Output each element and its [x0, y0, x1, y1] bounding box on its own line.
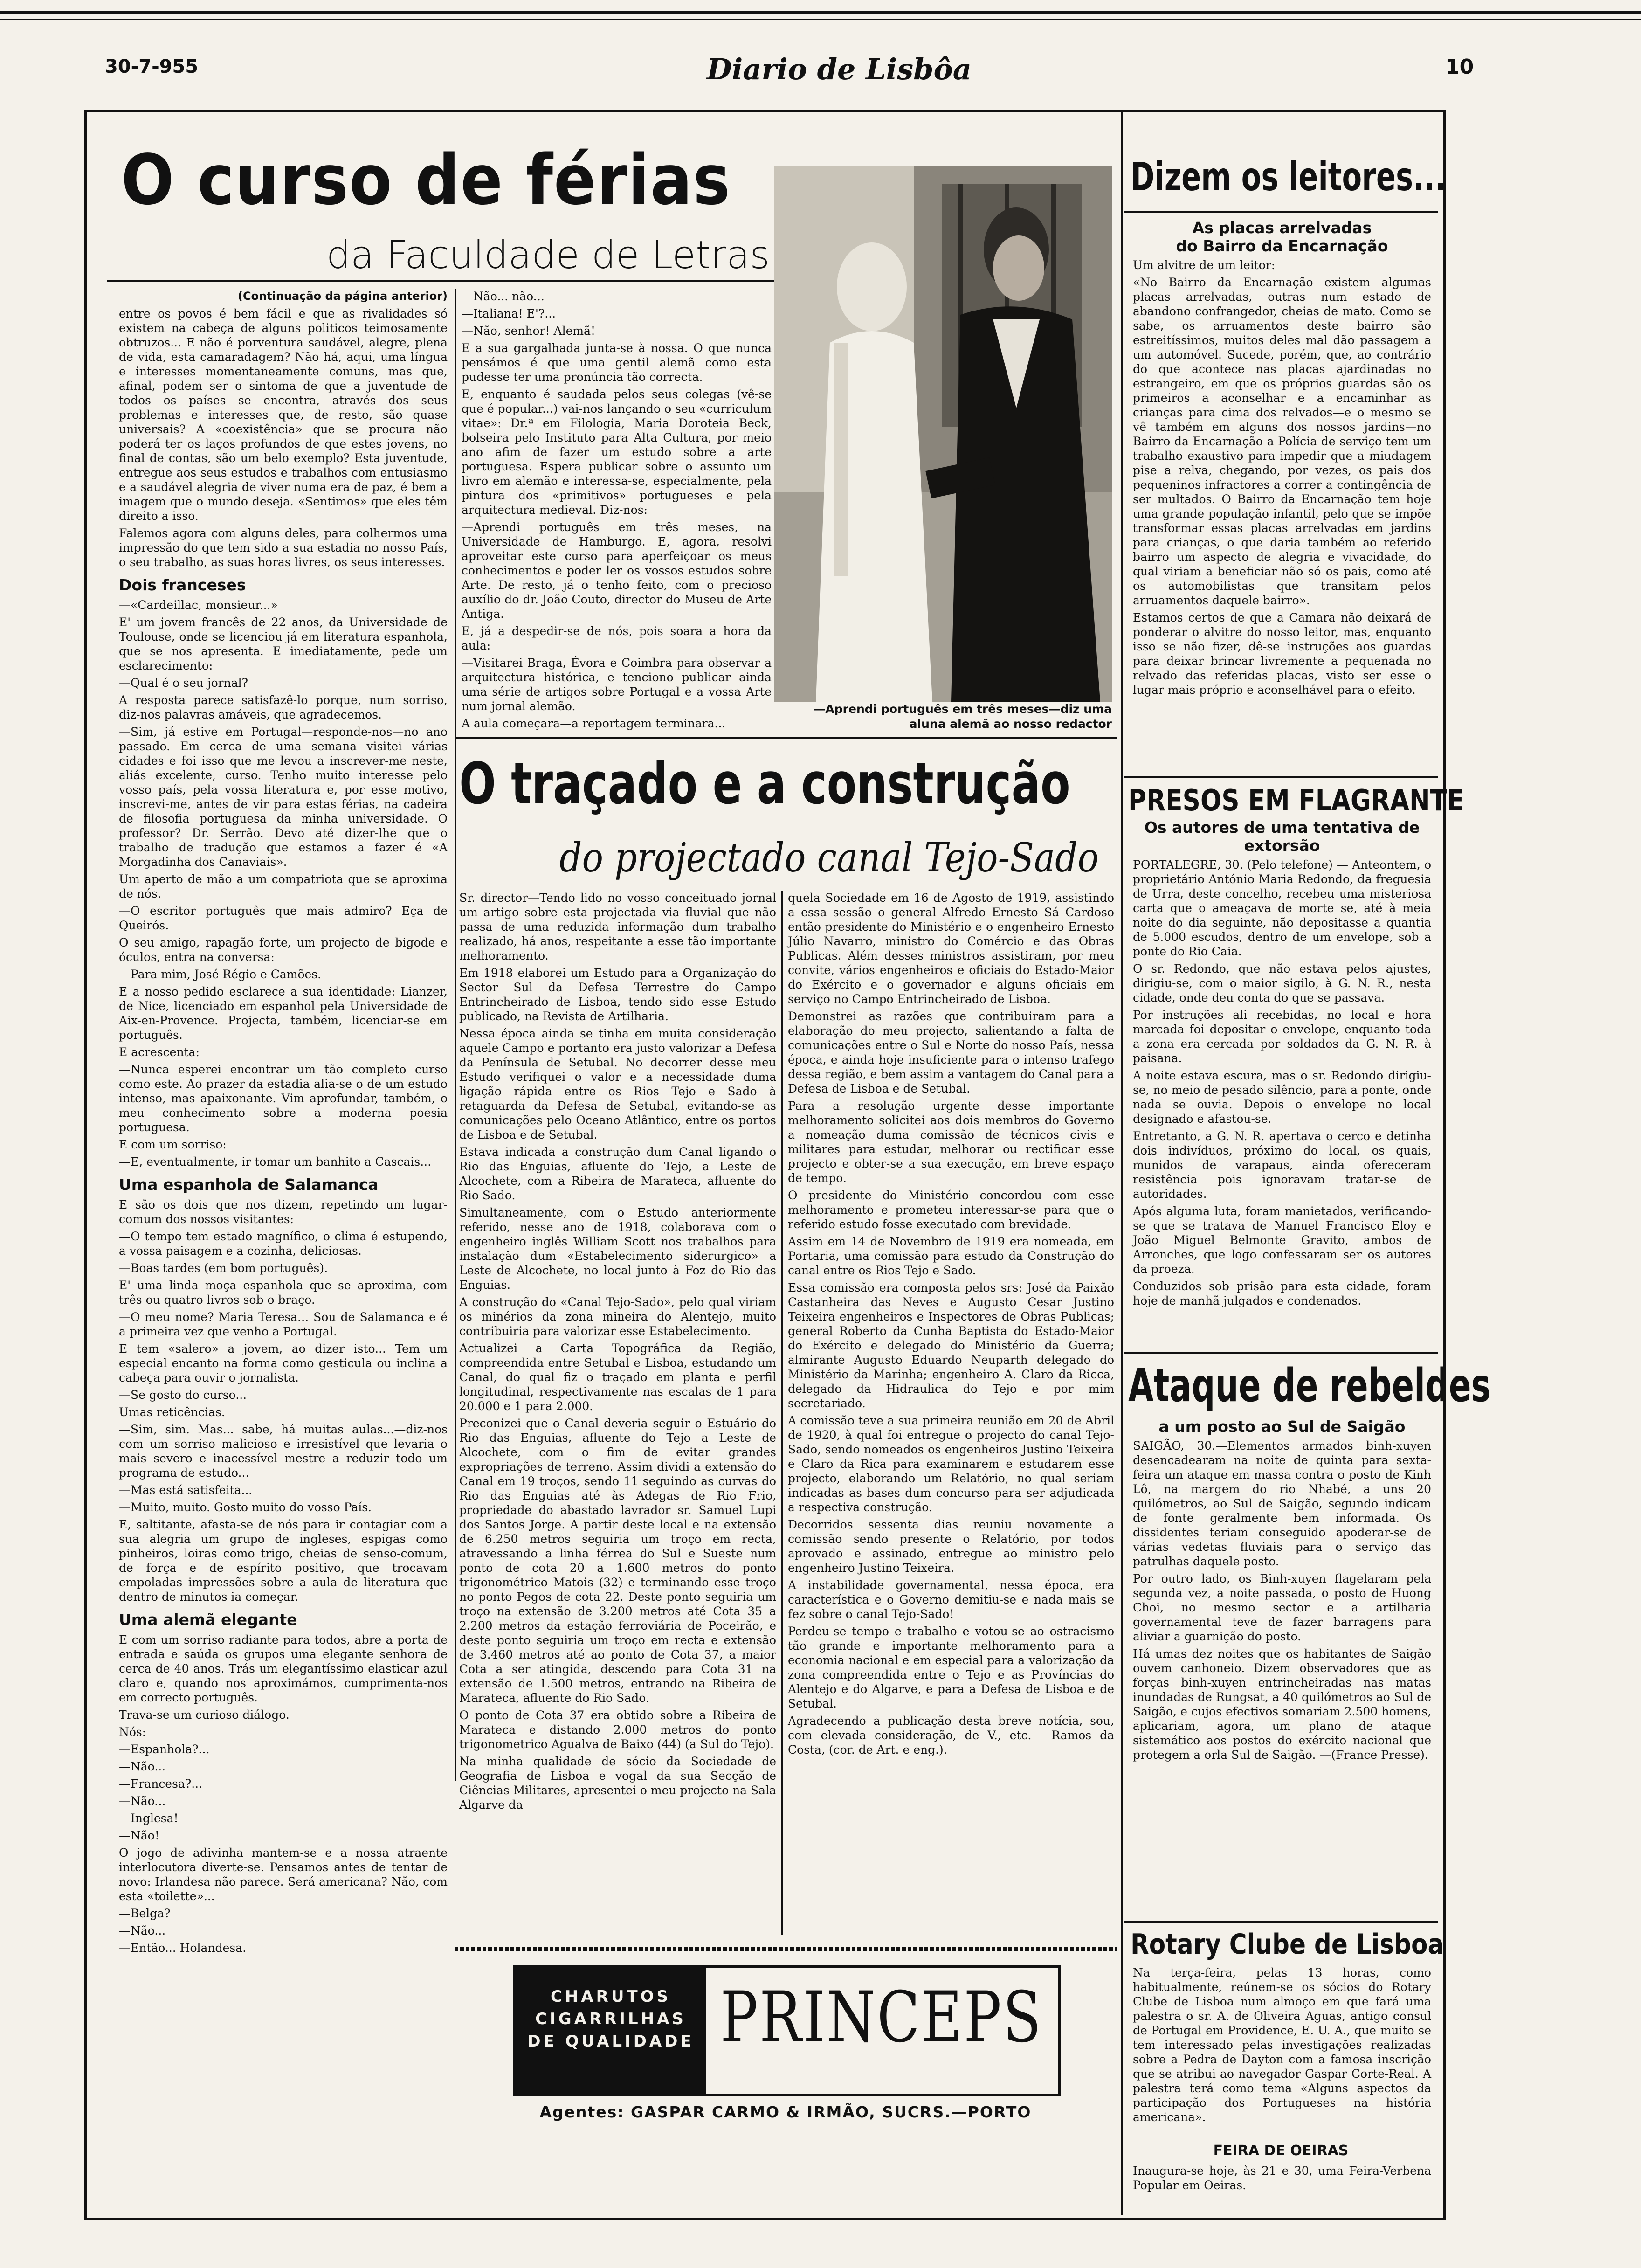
letter-paragraph: A construção do «Canal Tejo-Sado», pelo qual viriam os minérios da zona mineira do Alentejo, muito contribuiria para valorizar esse Estabelecimento. [459, 1295, 776, 1338]
article-paragraph: —Belga? [119, 1907, 171, 1920]
article-paragraph: —Inglesa! [119, 1812, 179, 1825]
article-paragraph: —Não! [119, 1829, 159, 1842]
rotary-title: Rotary Clube de Lisboa [1131, 1928, 1444, 1961]
article-paragraph: E a nosso pedido esclarece a sua identidade: Lianzer, de Nice, licenciado em espanhol pela Universidade de Aix-en-Provence. Projecta, também, licenciar-se em português. [119, 985, 448, 1042]
article-paragraph: E' um jovem francês de 22 anos, da Universidade de Toulouse, onde se licenciou já em literatura espanhola, que se nos apresenta. E imediatamente, pede um esclarecimento: [119, 615, 448, 672]
curso-column-1 [119, 289, 448, 1955]
rotary-top-rule [1124, 1921, 1438, 1923]
rotary-column [1133, 1965, 1431, 2143]
article-paragraph: —E, eventualmente, ir tomar um banhito a Cascais... [119, 1155, 432, 1169]
article-paragraph: —Não... [119, 1794, 166, 1808]
rebeldes-column [1133, 1418, 1431, 1907]
letter-paragraph: Preconizei que o Canal deveria seguir o Estuário do Rio das Enguias, afluente do Tejo a Leste de Alcochete, com o fim de evitar grandes expropriações de terreno. Assim dividi a extensão do Canal em 19 troços, sendo 11 seguindo as curvas do Rio das Enguias até às Adegas de Rio Frio, propriedade do abastado lavrador sr. Samuel Lupi dos Santos Jorge. A partir deste local e na extensão de 6.250 metros seguiria um troço em recta, atravessando a linha férrea do Sul e Sueste num ponto de cota 20 a 1.600 metros do ponto trigonométrico Matois (32) e terminando esse troço no ponto Pegos de cota 22. Deste ponto seguiria um troço na extensão de 3.200 metros até Cota 35 a 2.200 metros da estação ferroviária de Poceirão, e deste ponto seguiria um troço em recta e extensão de 3.460 metros até ao ponto de Cota 37, a maior Cota a ser atingida, descendo para Cota 31 na extensão de 1.500 metros, entrando na Ribeira de Marateca, afluente do Rio Sado. [459, 1417, 776, 1705]
franceses-text [119, 598, 448, 1169]
article-paragraph: —Não... [119, 1760, 166, 1773]
letter-paragraph: Em 1918 elaborei um Estudo para a Organização do Sector Sul da Defesa Terrestre do Campo Entrincheirado de Lisboa, tendo sido esse Estudo publicado, na Revista de Artilharia. [459, 966, 776, 1023]
article-paragraph: —O meu nome? Maria Teresa... Sou de Salamanca e é a primeira vez que venho a Portugal. [119, 1310, 448, 1338]
article-paragraph: —Aprendi português em três meses, na Universidade de Hamburgo. E, agora, resolvi aproveitar este curso para aperfeiçoar os meus conhecimentos e poder ler os vossos estudos sobre Arte. De resto, já o tenho feito, com o precioso auxílio do dr. João Couto, director do Museu de Arte Antiga. [462, 520, 772, 621]
masthead-page-number: 10 [1445, 55, 1474, 79]
article-paragraph: entre os povos é bem fácil e que as rivalidades só existem na cabeça de alguns politicos teimosamente obtruzos... E não é porventura saudável, alegre, plena de vida, esta camaradagem? Não há, aqui, uma língua e interesses momentaneamente comuns, mas que, afinal, podem ser o sintoma de que a juventude de todos os países se encontra, através dos seus problemas e interesses que, de resto, são quase universais? A «coexistência» que se procura não poderá ter os laços profundos de que estes jovens, no final de contas, são um belo exemplo? Esta juventude, entregue aos seus estudos e trabalhos com entusiasmo e a saudável alegria de viver numa era de paz, é bem a imagem que o mundo deseja. «Sentimos» que eles têm direito a isso. [119, 307, 448, 523]
article-paragraph: E são os dois que nos dizem, repetindo um lugar-comum dos nossos visitantes: [119, 1198, 448, 1226]
ad-brand: PRINCEPS [720, 1977, 1043, 2058]
canal-column-b [788, 891, 1114, 1940]
letter-paragraph: Perdeu-se tempo e trabalho e votou-se ao ostracismo tão grande e importante melhoramento para a economia nacional e em especial para a valorização da zona compreendida entre o Tejo e as Províncias do Alentejo e do Algarve, e para a Defesa de Lisboa e de Setubal. [788, 1625, 1114, 1710]
letter-paragraph: Actualizei a Carta Topográfica da Região, compreendida entre Setubal e Lisboa, estudando um Canal, do qual fiz o traçado em planta e perfil longitudinal, respectivamente nas escalas de 1 para 20.000 e 1 para 2.000. [459, 1341, 776, 1413]
curso-title: O curso de férias [121, 140, 731, 220]
article-paragraph: A aula começara—a reportagem terminara... [462, 717, 726, 730]
curso-subtitle: da Faculdade de Letras [326, 233, 770, 277]
curso-intro-text [119, 306, 448, 569]
news-paragraph: Por outro lado, os Binh-xuyen flagelaram pela segunda vez, a noite passada, o posto de Huong Choi, no mesmo sector e a artilharia governamental teve de fazer barragens para aliviar a guarnição do posto. [1133, 1572, 1431, 1643]
masthead-title: Diario de Lisbôa [707, 52, 972, 86]
letter-paragraph: Sr. director—Tendo lido no vosso conceituado jornal um artigo sobre esta projectada via fluvial que não passa de uma reduzida informação dum trabalho realizado, há anos, respeitante a esse tão importante melhoramento. [459, 891, 776, 962]
reader-paragraph: Estamos certos de que a Camara não deixará de ponderar o alvitre do nosso leitor, mas, enquanto isso se não fizer, dê-se instruções aos guardas para deixar brincar livremente a pequenada no relvado das referidas placas, visto ser esse o lugar mais próprio e aconselhável para o efeito. [1133, 611, 1431, 697]
news-paragraph: Na terça-feira, pelas 13 horas, como habitualmente, reúnem-se os sócios do Rotary Clube de Lisboa num almoço em que fará uma palestra o sr. A. de Oliveira Aguas, antigo consul de Portugal em Providence, E. U. A., que muito se tem interessado pelas investigações realizadas sobre a Pedra de Dayton com a famosa inscrição que se atribui ao navegador Gaspar Corte-Real. A palestra terá como tema «Alguns aspectos da participação dos Portugueses na história americana». [1133, 1966, 1431, 2124]
article-paragraph: E com um sorriso: [119, 1138, 227, 1151]
letter-paragraph: Simultaneamente, com o Estudo anteriormente referido, nesse ano de 1918, colaborava com o engenheiro inglês William Scott nos trabalhos para instalação dum «Estabelecimento siderurgico» a Leste de Alcochete, no local junto à Foz do Rio das Enguias. [459, 1206, 776, 1292]
princeps-ad [513, 1965, 1061, 2096]
letter-paragraph: Essa comissão era composta pelos srs: José da Paixão Castanheira das Neves e Augusto Cesar Justino Teixeira engenheiros e Inspectores de Obras Publicas; general Roberto da Cunha Baptista do Estado-Maior do Exército e delegado do Ministério da Guerra; almirante Augusto Eduardo Neuparth delegado do Ministério da Marinha; engenheiro A. Claro da Ricca, delegado da Hidraulica do Tejo e por mim secretariado. [788, 1281, 1114, 1410]
top-rule-thin [0, 19, 1641, 20]
top-rule [0, 11, 1641, 14]
article-paragraph: —Não... [119, 1924, 166, 1937]
article-paragraph: —Para mim, José Régio e Camões. [119, 968, 322, 981]
heading-alema: Uma alemã elegante [119, 1611, 297, 1629]
article-paragraph: —Francesa?... [119, 1777, 203, 1791]
letter-paragraph: Nessa época ainda se tinha em muita consideração aquele Campo e portanto era justo valorizar a Defesa da Península de Setubal. No decorrer desse meu Estudo verifiquei o valor e a necessidade duma ligação rápida entre os Rios Tejo e Sado à retaguarda da Defesa de Setubal, evitando-se as comunicações pelo Oceano Atlântico, entre os portos de Lisboa e de Setubal. [459, 1027, 776, 1141]
article-paragraph: —Se gosto do curso... [119, 1388, 247, 1402]
article-paragraph: O seu amigo, rapagão forte, um projecto de bigode e óculos, entra na conversa: [119, 936, 448, 964]
letter-paragraph: Para a resolução urgente desse importante melhoramento solicitei aos dois membros do Governo a nomeação duma comissão de técnicos civis e militares para estudar, melhorar ou rectificar esse projecto e obter-se a sua execução, em breve espaço de tempo. [788, 1099, 1114, 1185]
heading-dois-franceses: Dois franceses [119, 576, 246, 594]
news-paragraph: Por instruções ali recebidas, no local e hora marcada foi depositar o envelope, enquanto toda a zona era cercada por soldados da G. N. R. à paisana. [1133, 1008, 1431, 1065]
ad-agents: Agentes: GASPAR CARMO & IRMÃO, SUCRS.—PORTO [539, 2103, 1032, 2121]
reader-paragraph: Um alvitre de um leitor: [1133, 258, 1276, 272]
presos-title: PRESOS EM FLAGRANTE [1128, 783, 1464, 817]
article-paragraph: —Mas está satisfeita... [119, 1483, 253, 1497]
ad-line-charutos: CHARUTOS [550, 1987, 671, 2006]
leitores-head-1: As placas arrelvadas [1192, 219, 1372, 237]
article-paragraph: —«Cardeillac, monsieur...» [119, 598, 278, 612]
ad-label-block [515, 1968, 706, 2094]
letter-paragraph: A instabilidade governamental, nessa época, era característica e o Governo demitiu-se e nada mais se fez sobre o canal Tejo-Sado! [788, 1578, 1114, 1621]
news-paragraph: O sr. Redondo, que não estava pelos ajustes, dirigiu-se, com o maior sigilo, à G. N. R., nesta cidade, onde deu conta do que se passava. [1133, 962, 1431, 1004]
article-paragraph: Trava-se um curioso diálogo. [119, 1708, 290, 1722]
presos-head: Os autores de uma tentativa de extorsão [1144, 818, 1420, 855]
letter-paragraph: Estava indicada a construção dum Canal ligando o Rio das Enguias, afluente do Tejo, a Leste de Alcochete, com a Ribeira de Marateca, afluente do Rio Sado. [459, 1145, 776, 1202]
alema-text [119, 1632, 448, 1955]
letter-paragraph: quela Sociedade em 16 de Agosto de 1919, assistindo a essa sessão o general Alfredo Ernesto Sá Cardoso então presidente do Ministério e o engenheiro Ernesto Júlio Navarro, ministro do Comércio e das Obras Publicas. Além desses ministros assistiram, por meu convite, vários engenheiros e oficiais do Estado-Maior do Exército e o governador e alguns oficiais em serviço no Campo Entrincheirado de Lisboa. [788, 891, 1114, 1006]
article-paragraph: —O escritor português que mais admiro? Eça de Queirós. [119, 904, 448, 932]
canal-column-a [459, 891, 776, 1940]
ad-line-qualidade: DE QUALIDADE [527, 2032, 694, 2051]
letter-paragraph: A comissão teve a sua primeira reunião em 20 de Abril de 1920, à qual foi entregue o projecto do canal Tejo-Sado, sendo nomeados os engenheiros Justino Teixeira e Claro da Rica para examinarem e estudarem esse projecto, elaborando um Relatório, no qual seriam indicadas as bases dum concurso para ser adjudicada a respectiva construção. [788, 1414, 1114, 1514]
letter-paragraph: O ponto de Cota 37 era obtido sobre a Ribeira de Marateca e distando 2.000 metros do ponto trigonometrico Agualva de Baixo (44) (a Sul do Tejo). [459, 1708, 776, 1751]
news-paragraph: Após alguma luta, foram manietados, verificando-se que se tratava de Manuel Francisco Eloy e João Miguel Belmonte Gravito, ambos de Arronches, que logo confessaram ser os autores da proeza. [1133, 1204, 1431, 1276]
canal-subtitle: do projectado canal Tejo-Sado [559, 835, 1099, 881]
article-paragraph: —Nunca esperei encontrar um tão completo curso como este. Ao prazer da estadia alia-se o de um estudo intenso, mas apaixonante. Vim aprofundar, também, o meu conhecimento sobre a moderna poesia portuguesa. [119, 1063, 448, 1134]
article-paragraph: E, enquanto é saudada pelos seus colegas (vê-se que é popular...) vai-nos lançando o seu «curriculum vitae»: Dr.ª em Filologia, Maria Doroteia Beck, bolseira pelo Instituto para Alta Cultura, por meio ano afim de fazer um estudo sobre a arte portuguesa. Espera publicar sobre o assunto um livro em alemão e interessa-se, especialmente, pela pintura dos «primitivos» portugueses e pela arquitectura medieval. Diz-nos: [462, 387, 772, 517]
news-paragraph: A noite estava escura, mas o sr. Redondo dirigiu-se, no meio de pesado silêncio, para a ponte, onde nada se ouvia. Depois o envelope no local designado e afastou-se. [1133, 1069, 1431, 1126]
canal-title: O traçado e a construção [459, 751, 1070, 817]
column-rule-2 [781, 891, 783, 1935]
rebeldes-top-rule [1124, 1352, 1438, 1354]
rebeldes-head: a um posto ao Sul de Saigão [1158, 1418, 1406, 1436]
news-paragraph: Há umas dez noites que os habitantes de Saigão ouvem canhoneio. Dizem observadores que as forças binh-xuyen entrincheiradas nas matas inundadas de Rungsat, a 40 quilómetros ao Sul de Saigão, e cujos efectivos somariam 2.500 homens, aplicariam, agora, um plano de ataque sistemático aos postos do exército nacional que protegem a orla Sul de Saigão. —(France Presse). [1133, 1647, 1431, 1762]
column-rule-1 [455, 289, 456, 1781]
article-paragraph: —Muito, muito. Gosto muito do vosso País. [119, 1500, 372, 1514]
letter-paragraph: Demonstrei as razões que contribuiram para a elaboração do meu projecto, salientando a falta de comunicações entre o Sul e Norte do nosso País, nessa época, e ainda hoje insuficiente para o intenso trafego dessa região, e bem assim a vantagem do Canal para a Defesa de Lisboa e de Setubal. [788, 1010, 1114, 1095]
article-paragraph: E com um sorriso radiante para todos, abre a porta de entrada e saúda os grupos uma elegante senhora de cerca de 40 anos. Trás um elegantíssimo elasticar azul claro e, quando nos aproximámos, cumprimenta-nos em correcto português. [119, 1633, 448, 1704]
article-paragraph: E, saltitante, afasta-se de nós para ir contagiar com a sua alegria um grupo de ingleses, espigas como pinheiros, loiras como trigo, cheias de senso-comum, de força e de espírito positivo, que trocavam empoladas impressões sobre a aula de literatura que dentro de minutos ia começar. [119, 1518, 448, 1604]
leitores-title-box [1126, 154, 1446, 210]
oeiras-title: FEIRA DE OEIRAS [1213, 2143, 1349, 2159]
article-paragraph: —Então... Holandesa. [119, 1941, 247, 1955]
heading-espanhola: Uma espanhola de Salamanca [119, 1175, 379, 1194]
article-paragraph: Falemos agora com alguns deles, para colhermos uma impressão do que tem sido a sua estadia no nosso País, o seu trabalho, as suas horas livres, os seus interesses. [119, 526, 448, 569]
article-paragraph: —O tempo tem estado magnífico, o clima é estupendo, a vossa paisagem e a cozinha, deliciosas. [119, 1230, 448, 1258]
leitores-head-2: do Bairro da Encarnação [1176, 237, 1388, 255]
curso-col2-text [462, 289, 772, 731]
article-paragraph: —Boas tardes (em bom português). [119, 1261, 328, 1275]
article-paragraph: E tem «salero» a jovem, ao dizer isto... Tem um especial encanto na forma como gesticula ou inclina a cabeça para ouvir o jornalista. [119, 1342, 448, 1384]
article-paragraph: —Sim, já estive em Portugal—responde-nos—no ano passado. Em cerca de uma semana visitei várias cidades e foi isso que me levou a inscrever-me neste, aliás excelente, curso. Tenho muito interesse pelo vosso país, pela vossa literatura e, por esse motivo, inscrevi-me, antes de vir para estas férias, na cadeira de filosofia portuguesa da minha universidade. O professor? Dr. Serrão. Devo até dizer-lhe que o trabalho de tradução que estamos a fazer é «A Morgadinha dos Canaviais». [119, 725, 448, 869]
article-paragraph: —Sim, sim. Mas... sabe, há muitas aulas...—diz-nos com um sorriso malicioso e irresistível que levaria o mais severo e inacessível mestre a reduzir todo um programa de estudo... [119, 1423, 448, 1480]
ad-line-cigarrilhas: CIGARRILHAS [535, 2010, 686, 2028]
article-paragraph: Umas reticências. [119, 1405, 225, 1419]
article-paragraph: A resposta parece satisfazê-lo porque, num sorriso, diz-nos palavras amáveis, que agradecemos. [119, 693, 448, 721]
leitores-column [1133, 217, 1431, 772]
article-paragraph: —Não... não... [462, 290, 545, 303]
curso-title-rule [107, 280, 788, 282]
presos-column [1133, 818, 1431, 1331]
news-paragraph: Conduzidos sob prisão para esta cidade, foram hoje de manhã julgados e condenados. [1133, 1279, 1431, 1307]
article-paragraph: Nós: [119, 1725, 146, 1739]
article-paragraph: —Não, senhor! Alemã! [462, 324, 596, 338]
news-paragraph: Entretanto, a G. N. R. apertava o cerco e detinha dois indivíduos, próximo do local, os quais, munidos de varapaus, ainda ofereceram resistência pois ignoravam tratar-se de autoridades. [1133, 1129, 1431, 1201]
letter-paragraph: Assim em 14 de Novembro de 1919 era nomeada, em Portaria, uma comissão para estudo da Construção do canal entre os Rios Tejo e Sado. [788, 1235, 1114, 1277]
espanhola-text [119, 1197, 448, 1604]
article-paragraph: —Visitarei Braga, Évora e Coimbra para observar a arquitectura histórica, e tenciono publicar ainda uma série de artigos sobre Portugal e a vossa Arte num jornal alemão. [462, 656, 772, 713]
leitores-title: Dizem os leitores... [1131, 154, 1446, 200]
article-paragraph: —Qual é o seu jornal? [119, 676, 248, 690]
article-paragraph: —Italiana! E'?... [462, 307, 556, 320]
article-paragraph: Um aperto de mão a um compatriota que se aproxima de nós. [119, 872, 448, 900]
article-paragraph: —Espanhola?... [119, 1742, 210, 1756]
reader-paragraph: «No Bairro da Encarnação existem algumas placas arrelvadas, outras num estado de abandono confrangedor, cheias de mato. Como se sabe, os arruamentos deste bairro são estreitíssimos, muitos deles mal dão passagem a um automóvel. Sucede, porém, que, ao contrário do que acontece nas placas ajardinadas no estrangeiro, em que os próprios guardas são os primeiros a aconselhar e a encaminhar as crianças para cima dos relvados—e o mesmo se vê também em alguns dos nossos jardins—no Bairro da Encarnação a Polícia de serviço tem um trabalho exaustivo para impedir que a miudagem pise a relva, chegando, por vezes, os pais dos pequeninos infractores a correr a contingência de ser multados. O Bairro da Encarnação tem hoje uma grande população infantil, pelo que se impõe transformar essas placas arrelvadas em jardins para crianças, o que daria também ao referido bairro um aspecto de alegria e vivacidade, do qual viriam a beneficiar não só os pais, como até os automobilistas que transitam pelos arruamentos daquele bairro». [1133, 276, 1431, 607]
presos-top-rule [1124, 776, 1438, 778]
article-paragraph: E' uma linda moça espanhola que se aproxima, com três ou quatro livros sob o braço. [119, 1279, 448, 1307]
canal-top-rule [455, 737, 1117, 739]
article-paragraph: E a sua gargalhada junta-se à nossa. O que nunca pensámos é que uma gentil alemã como esta pudesse ter uma pronúncia tão correcta. [462, 341, 772, 384]
letter-paragraph: Agradecendo a publicação desta breve notícia, sou, com elevada consideração, de V., etc.— Ramos da Costa, (cor. de Art. e eng.). [788, 1714, 1114, 1756]
letter-paragraph: O presidente do Ministério concordou com esse melhoramento e prometeu interessar-se para que o referido estudo fosse executado com brevidade. [788, 1189, 1114, 1231]
continuation-note: (Continuação da página anterior) [237, 290, 448, 303]
article-paragraph: O jogo de adivinha mantem-se e a nossa atraente interlocutora diverte-se. Pensamos antes de tentar de novo: Irlandesa não parece. Será americana? Não, com esta «toilette»... [119, 1846, 448, 1903]
rebeldes-title: Ataque de rebeldes [1128, 1359, 1491, 1412]
letter-paragraph: Decorridos sessenta dias reuniu novamente a comissão sendo presente o Relatório, por todos aprovado e assinado, entregue ao ministro pelo engenheiro Justino Teixeira. [788, 1518, 1114, 1575]
news-paragraph: SAIGÃO, 30.—Elementos armados binh-xuyen desencadearam na noite de quinta para sexta-feira um ataque em massa contra o posto de Kinh Lô, na margem do rio Nhabé, a uns 20 quilómetros, ao Sul de Saigão, segundo indicam de fonte geralmente bem informada. Os dissidentes teriam conseguido apoderar-se de várias vedetas fluviais para o serviço das patrulhas daquele posto. [1133, 1439, 1431, 1568]
article-paragraph: E, já a despedir-se de nós, pois soara a hora da aula: [462, 624, 772, 652]
column-rule-3 [1121, 110, 1123, 2215]
photo-caption: —Aprendi português em três meses—diz uma aluna alemã ao nosso redactor [814, 702, 1112, 731]
curso-column-2 [462, 289, 772, 730]
letter-paragraph: Na minha qualidade de sócio da Sociedade de Geografia de Lisboa e vogal da sua Secção de Ciências Militares, apresentei o meu projecto na Sala Algarve da [459, 1755, 776, 1812]
oeiras-text: Inaugura-se hoje, às 21 e 30, uma Feira-Verbena Popular em Oeiras. [1133, 2164, 1431, 2192]
news-paragraph: PORTALEGRE, 30. (Pelo telefone) — Anteontem, o proprietário António Maria Redondo, da freguesia de Urra, deste concelho, recebeu uma misteriosa carta que o ameaçava de morte se, até à meia noite do dia seguinte, não depositasse a quantia de 5.000 escudos, dentro de um envelope, sob a ponte do Rio Caia. [1133, 858, 1431, 958]
masthead-date: 30-7-955 [105, 56, 199, 77]
photo-student-and-reporter [774, 166, 1112, 702]
canal-bottom-rule [455, 1947, 1117, 1951]
photo-image [774, 166, 1112, 702]
leitores-title-rule [1124, 211, 1438, 213]
article-paragraph: E acrescenta: [119, 1045, 200, 1059]
